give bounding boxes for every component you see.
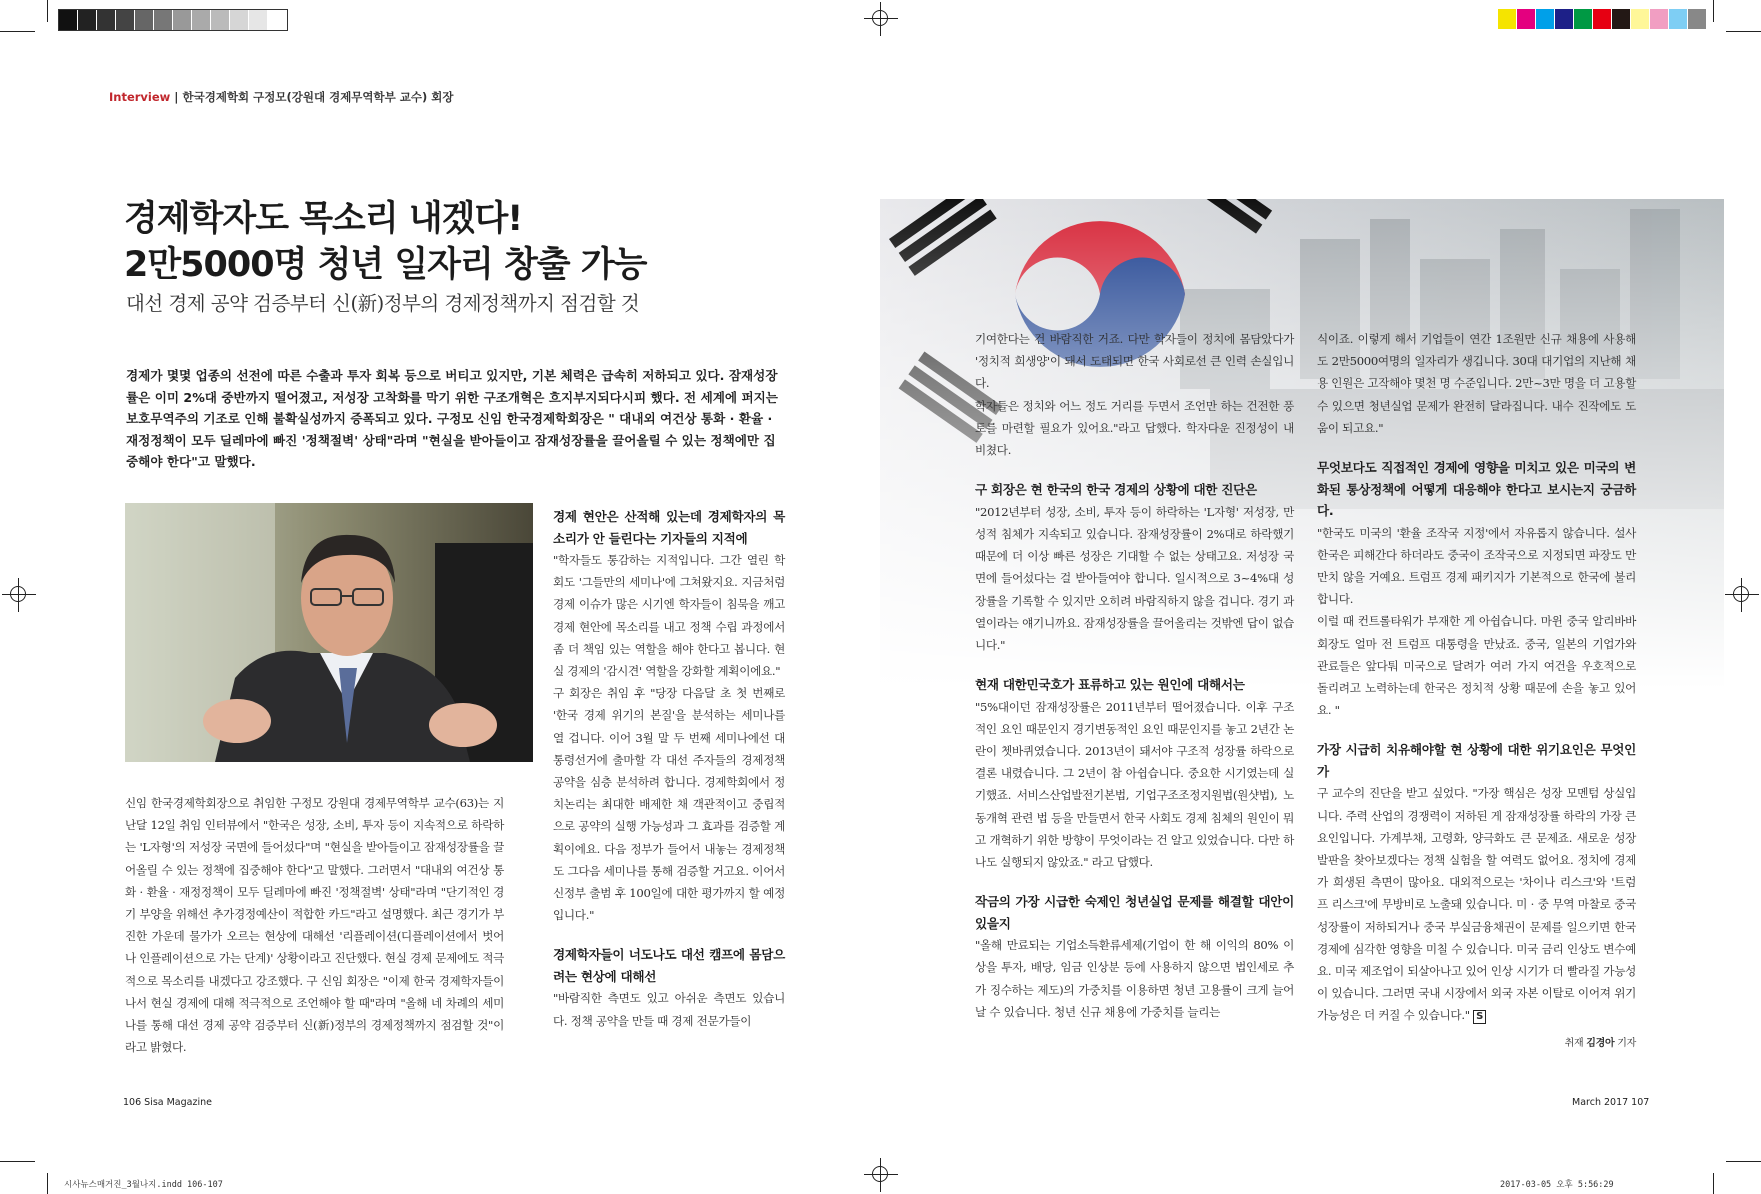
subtitle: 대선 경제 공약 검증부터 신(新)정부의 경제정책까지 점검할 것	[126, 292, 640, 315]
byline-prefix: 취재	[1564, 1037, 1584, 1049]
header-separator: |	[170, 90, 183, 104]
question-heading: 현재 대한민국호가 표류하고 있는 원인에 대해서는	[975, 677, 1245, 693]
body-column-4	[1317, 328, 1636, 1055]
color-swatch	[192, 10, 211, 30]
color-swatch	[154, 10, 173, 30]
question-heading: 구 회장은 현 한국의 한국 경제의 상황에 대한 진단은	[975, 482, 1257, 498]
question-heading: 경제학자들이 너도나도 대선 캠프에 몸담으려는 현상에 대해선	[553, 947, 785, 984]
color-swatch	[135, 10, 154, 30]
header-subject: 한국경제학회 구정모(강원대 경제무역학부 교수) 회장	[182, 90, 454, 104]
registration-mark-icon	[1725, 578, 1759, 612]
answer-paragraph: 식이죠. 이렇게 해서 기업들이 연간 1조원만 신규 채용에 사용해도 2만5000여명의 일자리가 생깁니다. 30대 대기업의 지난해 채용 인원은 고작해야 몇천 명 수준입니다. 2만~3만 명을 더 고용할 수 있으면 청년실업 문제가 완전히 달라집니다. 내수 진작에도 도움이 되고요."	[1317, 332, 1637, 435]
left-folio: 106 Sisa Magazine	[123, 1097, 212, 1108]
headline-line-2: 2만5000명 청년 일자리 창출 가능	[124, 245, 647, 285]
color-swatch	[1574, 9, 1593, 29]
answer-paragraph: 이럴 때 컨트롤타워가 부재한 게 아쉽습니다. 마윈 중국 알리바바 회장도 얼마 전 트럼프 대통령을 만났죠. 중국, 일본의 기업가와 관료들은 앞다퉈 미국으로 달려가 여러 가지 여건을 우호적으로 돌리려고 노력하는데 한국은 정치적 상황 때문에 손을 놓고 있어요. "	[1317, 614, 1636, 718]
color-swatch	[1555, 9, 1574, 29]
question-heading: 작금의 가장 시급한 숙제인 청년실업 문제를 해결할 대안이 있을지	[975, 894, 1294, 931]
body-column-3	[975, 328, 1294, 1023]
byline-name: 김경아	[1586, 1037, 1615, 1049]
running-header	[109, 89, 453, 105]
body-column-1	[125, 792, 504, 1058]
color-swatch	[116, 10, 135, 30]
color-swatch	[97, 10, 116, 30]
answer-text: 구 교수의 진단을 받고 싶었다. "가장 핵심은 성장 모멘텀 상실입니다. 주력 산업의 경쟁력이 저하된 게 잠재성장률 하락의 가장 큰 요인입니다. 가계부채, 고령화, 양극화도 큰 문제죠. 새로운 성장 발판을 찾아보겠다는 정책 실험을 할 여력도 없어요. 정치에 경제가 희생된 측면이 많아요. 대외적으로는 '차이나 리스크'와 '트럼프 리스크'에 무방비로 노출돼 있습니다. 미 · 중 무역 마찰로 중국 성장률이 저하되거나 중국 부실금융채권이 문제를 일으키면 한국 경제에 심각한 영향을 미칠 수 있습니다. 미국 금리 인상도 변수예요. 미국 제조업이 되살아나고 있어 인상 시기가 더 빨라질 가능성이 있습니다. 그러면 국내 시장에서 외국 자본 이탈로 이어져 위기 가능성은 더 커질 수 있습니다."	[1317, 786, 1636, 1023]
portrait-photo	[125, 503, 533, 762]
color-swatch	[1498, 9, 1517, 29]
answer-paragraph: "올해 만료되는 기업소득환류세제(기업이 한 해 이익의 80% 이상을 투자, 배당, 임금 인상분 등에 사용하지 않으면 법인세로 추가 징수하는 제도)의 가중치를 이용하면 청년 고용률이 크게 늘어날 수 있습니다. 청년 신규 채용에 가중치를 늘리는	[975, 938, 1294, 1019]
registration-mark-icon	[864, 1158, 898, 1192]
answer-paragraph: "학자들도 통감하는 지적입니다. 그간 열린 학회도 '그들만의 세미나'에 그쳐왔지요. 지금처럼 경제 이슈가 많은 시기엔 학자들이 침묵을 깨고 경제 현안에 목소리를 내고 정책 수립 과정에서 좀 더 책임 있는 역할을 해야 한다고 봅니다. 현실 경제의 '감시견' 역할을 강화할 계획이에요."	[553, 553, 785, 679]
answer-paragraph: "한국도 미국의 '환율 조작국 지정'에서 자유롭지 않습니다. 설사 한국은 피해간다 하더라도 중국이 조작국으로 지정되면 파장도 만만치 않을 거예요. 트럼프 경제 패키지가 기본적으로 한국에 불리합니다.	[1317, 525, 1636, 607]
answer-paragraph: "2012년부터 성장, 소비, 투자 등이 하락하는 'L자형' 저성장, 만성적 침체가 지속되고 있습니다. 잠재성장률이 2%대로 하락했기 때문에 더 이상 빠른 성장은 기대할 수 없는 상태고요. 저성장 국면에 들어섰다는 걸 받아들여야 합니다. 일시적으로 3~4%대 성장률을 기록할 수 있지만 오히려 바람직하지 않을 겁니다. 경기 과열이라는 얘기니까요. 잠재성장률을 끌어올리는 것밖엔 답이 없습니다."	[975, 504, 1294, 652]
answer-paragraph: "5%대이던 잠재성장률은 2011년부터 떨어졌습니다. 이후 구조적인 요인 때문인지 경기변동적인 요인 때문인지를 놓고 2년간 논란이 쳇바퀴였습니다. 2013년이 돼서야 구조적 성장률 하락으로 결론 내렸습니다. 그 2년이 참 아쉽습니다. 중요한 시기였는데 실기했죠. 서비스산업발전기본법, 기업구조조정지원법(원샷법), 노동개혁 관련 법 등을 만들면서 한국 사회도 경제 침체의 원인이 뭐고 개혁하기 위한 방향이 무엇이라는 건 알고 있었습니다. 다만 하나도 실행되지 않았죠." 라고 답했다.	[975, 699, 1294, 870]
color-swatch	[1650, 9, 1669, 29]
color-swatch	[1593, 9, 1612, 29]
byline-suffix: 기자	[1617, 1037, 1636, 1049]
color-swatch	[1631, 9, 1650, 29]
headline	[124, 196, 684, 288]
question-heading: 경제 현안은 산적해 있는데 경제학자의 목소리가 안 들린다는 기자들의 지적에	[553, 509, 785, 546]
print-timestamp: 2017-03-05 오후 5:56:29	[1500, 1180, 1614, 1190]
right-folio: March 2017 107	[1572, 1097, 1650, 1108]
answer-paragraph	[1317, 782, 1636, 1026]
color-swatch	[1688, 9, 1707, 29]
answer-paragraph: 구 회장은 취임 후 "당장 다음달 초 첫 번째로 '한국 경제 위기의 본질'을 분석하는 세미나를 열 겁니다. 이어 3월 말 두 번째 세미나에선 대통령선거에 출마할 각 대선 주자들의 경제정책 공약을 심층 분석하려 합니다. 경제학회에서 정치논리는 최대한 배제한 채 객관적이고 중립적으로 공약의 실행 가능성과 그 효과를 검증할 계획이에요. 다음 정부가 들어서 내놓는 경제정책도 그다음 세미나를 통해 검증할 거고요. 이어서 신정부 출범 후 100일에 대한 평가까지 할 예정입니다."	[553, 686, 785, 923]
color-swatch	[1612, 9, 1631, 29]
registration-mark-icon	[2, 578, 36, 612]
color-swatch	[59, 10, 78, 30]
question-heading: 가장 시급히 치유해야할 현 상황에 대한 위기요인은 무엇인가	[1317, 742, 1636, 779]
answer-paragraph: "바람직한 측면도 있고 아쉬운 측면도 있습니다. 정책 공약을 만들 때 경제 전문가들이	[553, 991, 785, 1028]
body-column-2	[553, 506, 785, 1032]
body-paragraph: 신임 한국경제학회장으로 취임한 구정모 강원대 경제무역학부 교수(63)는 지난달 12일 취임 인터뷰에서 "한국은 성장, 소비, 투자 등이 지속적으로 하락하는 'L자형'의 저성장 국면에 들어섰다"며 "현실을 받아들이고 잠재성장률을 끌어올릴 수 있는 정책에 집중해야 한다"고 말했다. 그러면서 "대내외 여건상 통화 · 환율 · 재정정책이 모두 딜레마에 빠진 '정책절벽' 상태"라며 "단기적인 경기 부양을 위해선 추가경정예산이 적합한 카드"라고 설명했다. 최근 경기가 부진한 가운데 물가가 오르는 현상에 대해선 '리플레이션(디플레이션에서 벗어나 인플레이션으로 가는 단계)' 상황이라고 진단했다. 현실 경제 문제에도 적극적으로 목소리를 내겠다고 강조했다. 구 신임 회장은 "이제 한국 경제학자들이 나서 현실 경제에 대해 적극적으로 조언해야 할 때"라며 "올해 네 차례의 세미나를 통해 대선 경제 공약 검증부터 신(新)정부의 경제정책까지 점검할 것"이라고 밝혔다.	[125, 796, 504, 1055]
answer-paragraph: 기여한다는 건 바람직한 거죠. 다만 학자들이 정치에 몸담았다가 '정치적 희생양'이 돼서 도태되면 한국 사회로선 큰 인력 손실입니다.	[975, 332, 1294, 391]
headline-line-1: 경제학자도 목소리 내겠다!	[124, 199, 523, 239]
byline	[1317, 1033, 1636, 1055]
color-swatch	[173, 10, 192, 30]
color-swatch	[78, 10, 97, 30]
color-swatch	[1536, 9, 1555, 29]
process-color-bar	[1498, 9, 1707, 29]
file-slug: 시사뉴스매거진_3월나지.indd 106-107	[64, 1180, 223, 1190]
answer-paragraph: 학자들은 정치와 어느 정도 거리를 두면서 조언만 하는 건전한 풍토를 마련할 필요가 있어요."라고 답했다. 학자다운 진정성이 내 비쳤다.	[975, 398, 1294, 458]
question-heading: 무엇보다도 직접적인 경제에 영향을 미치고 있은 미국의 변화된 통상정책에 어떻게 대응해야 한다고 보시는지 궁금하다.	[1317, 460, 1636, 519]
lead-paragraph: 경제가 몇몇 업종의 선전에 따른 수출과 투자 회복 등으로 버티고 있지만, 기본 체력은 급속히 저하되고 있다. 잠재성장률은 이미 2%대 중반까지 떨어졌고, 저성장 고착화를 막기 위한 구조개혁은 흐지부지되다시피 했다. 전 세계에 퍼지는 보호무역주의 기조로 인해 불확실성까지 증폭되고 있다. 구정모 신임 한국경제학회장은 " 대내외 여건상 통화 · 환율 · 재정정책이 모두 딜레마에 빠진 '정책절벽' 상태"라며 "현실을 받아들이고 잠재성장률을 끌어올릴 수 있는 정책에만 집중해야 한다"고 말했다.	[126, 368, 778, 469]
grayscale-color-bar	[58, 9, 288, 31]
color-swatch	[268, 10, 287, 30]
color-swatch	[1517, 9, 1536, 29]
end-mark-icon: S	[1473, 1010, 1486, 1024]
registration-mark-icon	[864, 2, 898, 36]
color-swatch	[1669, 9, 1688, 29]
color-swatch	[211, 10, 230, 30]
section-tag: Interview	[109, 90, 171, 104]
color-swatch	[230, 10, 249, 30]
color-swatch	[249, 10, 268, 30]
